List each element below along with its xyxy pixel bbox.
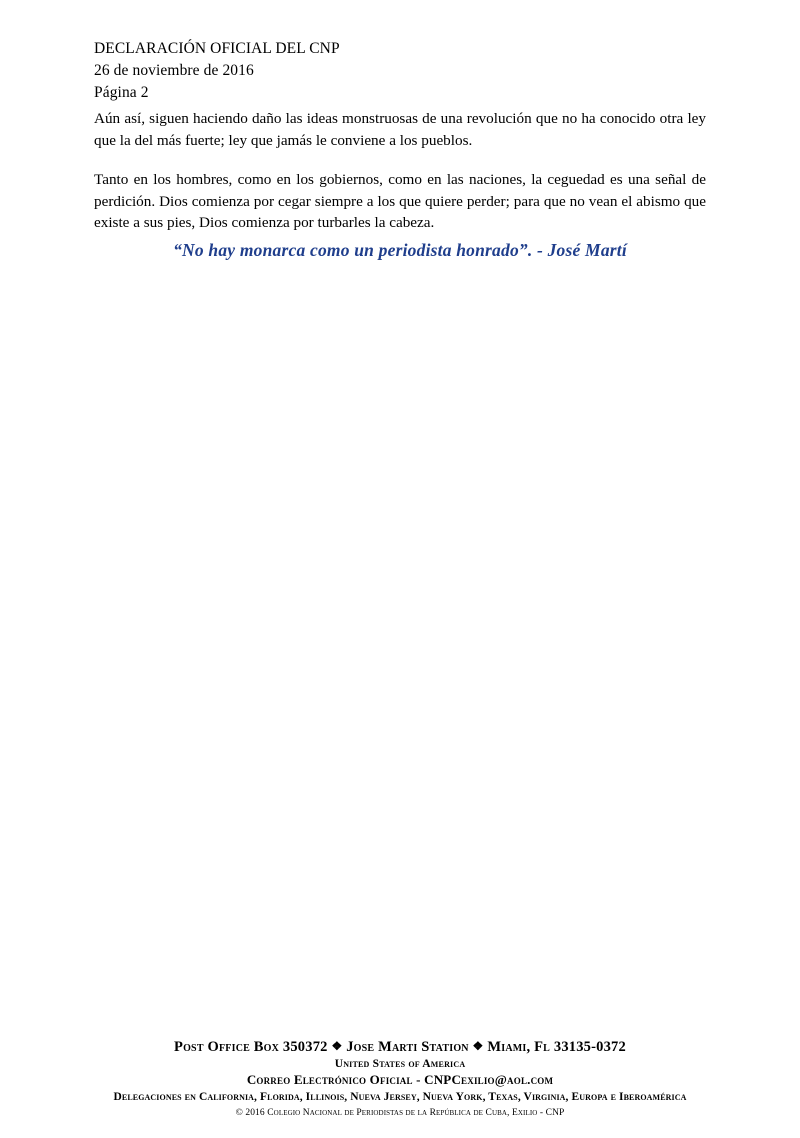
document-header	[94, 38, 340, 104]
body-paragraph: Aún así, siguen haciendo daño las ideas monstruosas de una revolución que no ha conocido otra ley que la del más fuerte; ley que jamás le conviene a los pueblos.	[94, 110, 706, 149]
header-date: 26 de noviembre de 2016	[94, 62, 254, 79]
footer-address-po-box: Post Office Box 350372	[174, 1039, 328, 1055]
pull-quote-text: “No hay monarca como un periodista honrado”. - José Martí	[173, 240, 627, 260]
footer-copyright: © 2016 Colegio Nacional de Periodistas de la República de Cuba, Exilio - CNP	[235, 1108, 565, 1118]
diamond-icon: ❖	[472, 1039, 484, 1053]
document-footer	[0, 1039, 800, 1118]
footer-delegations: Delegaciones en California, Florida, Illinois, Nueva Jersey, Nueva York, Texas, Virginia, Europa e Iberoamérica	[113, 1091, 687, 1103]
footer-country: United States of America	[334, 1058, 466, 1070]
diamond-icon: ❖	[331, 1039, 343, 1053]
footer-address-station: Jose Marti Station	[346, 1039, 469, 1055]
footer-address	[0, 1039, 800, 1056]
page-title: DECLARACIÓN OFICIAL DEL CNP	[94, 40, 340, 57]
footer-address-city: Miami, Fl 33135-0372	[487, 1039, 626, 1055]
footer-email: Correo Electrónico Oficial - CNPCexilio@aol.com	[246, 1072, 554, 1087]
pull-quote	[94, 240, 706, 261]
body-paragraph: Tanto en los hombres, como en los gobiernos, como en las naciones, la ceguedad es una señal de perdición. Dios comienza por cegar siempre a los que quiere perder; para que no vean el abismo que existe a sus pies, Dios comienza por turbarles la cabeza.	[94, 171, 706, 232]
document-body	[94, 108, 706, 252]
header-page-number: Página 2	[94, 84, 149, 101]
